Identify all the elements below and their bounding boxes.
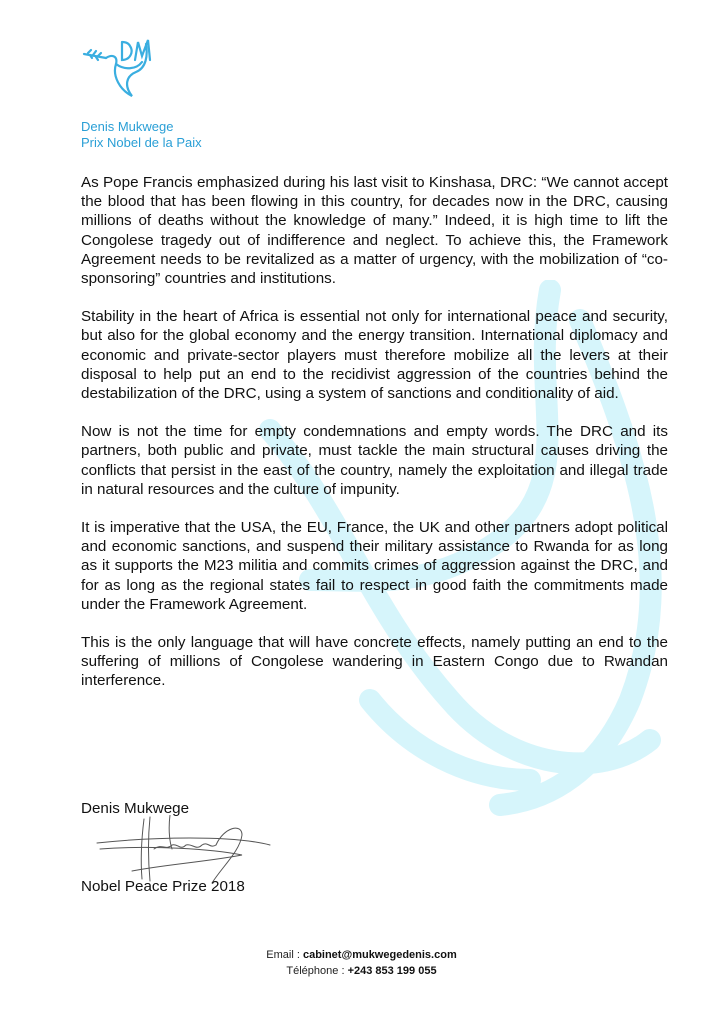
letterhead xyxy=(81,119,202,150)
phone-number[interactable]: +243 853 199 055 xyxy=(347,965,437,977)
email-label: Email : xyxy=(266,949,303,961)
dove-dm-logo-icon xyxy=(80,32,170,102)
paragraph-4: It is imperative that the USA, the EU, France, the UK and other partners adopt political and economic sanctions, and suspend their military assistance to Rwanda for as long as it supports the M23 militia and commits crimes of aggression against the DRC, and for as long as the regional states fail to respect in good faith the commitments made under the Framework Agreement. xyxy=(81,519,668,613)
paragraph-2: Stability in the heart of Africa is essential not only for international peace and security, but also for the global economy and the energy transition. International diplomacy and economic and private-sector players must therefore mobilize all the levers at their disposal to help put an end to the recidivist aggression of the countries behind the destabilization of the DRC, using a system of sanctions and conditionality of aid. xyxy=(81,308,668,403)
handwritten-signature-icon xyxy=(92,815,272,885)
paragraph-3: Now is not the time for empty condemnations and empty words. The DRC and its partners, both public and private, must tackle the main structural causes driving the conflicts that persist in the east of the country, namely the exploitation and illegal trade in natural resources and the culture of impunity. xyxy=(81,423,668,498)
letter-body xyxy=(81,173,668,710)
letterhead-subtitle: Prix Nobel de la Paix xyxy=(81,134,202,150)
letterhead-name: Denis Mukwege xyxy=(81,119,174,134)
contact-footer xyxy=(0,947,723,979)
email-line xyxy=(0,947,723,963)
signatory-name: Denis Mukwege xyxy=(81,800,190,817)
phone-line xyxy=(0,963,723,979)
email-address[interactable]: cabinet@mukwegedenis.com xyxy=(302,949,457,961)
signatory-title: Nobel Peace Prize 2018 xyxy=(81,878,245,895)
paragraph-1: As Pope Francis emphasized during his last visit to Kinshasa, DRC: “We cannot accept the blood that has been flowing in this country, for decades now in the DRC, causing millions of deaths without the knowledge of many.” Indeed, it is high time to lift the Congolese tragedy out of indifference and neglect. To achieve this, the Framework Agreement needs to be revitalized as a matter of urgency, with the mobilization of “co-sponsoring” countries and institutions. xyxy=(81,174,668,288)
paragraph-5: This is the only language that will have concrete effects, namely putting an end to the suffering of millions of Congolese wandering in Eastern Congo due to Rwandan interference. xyxy=(81,634,668,690)
phone-label: Téléphone : xyxy=(286,965,348,977)
